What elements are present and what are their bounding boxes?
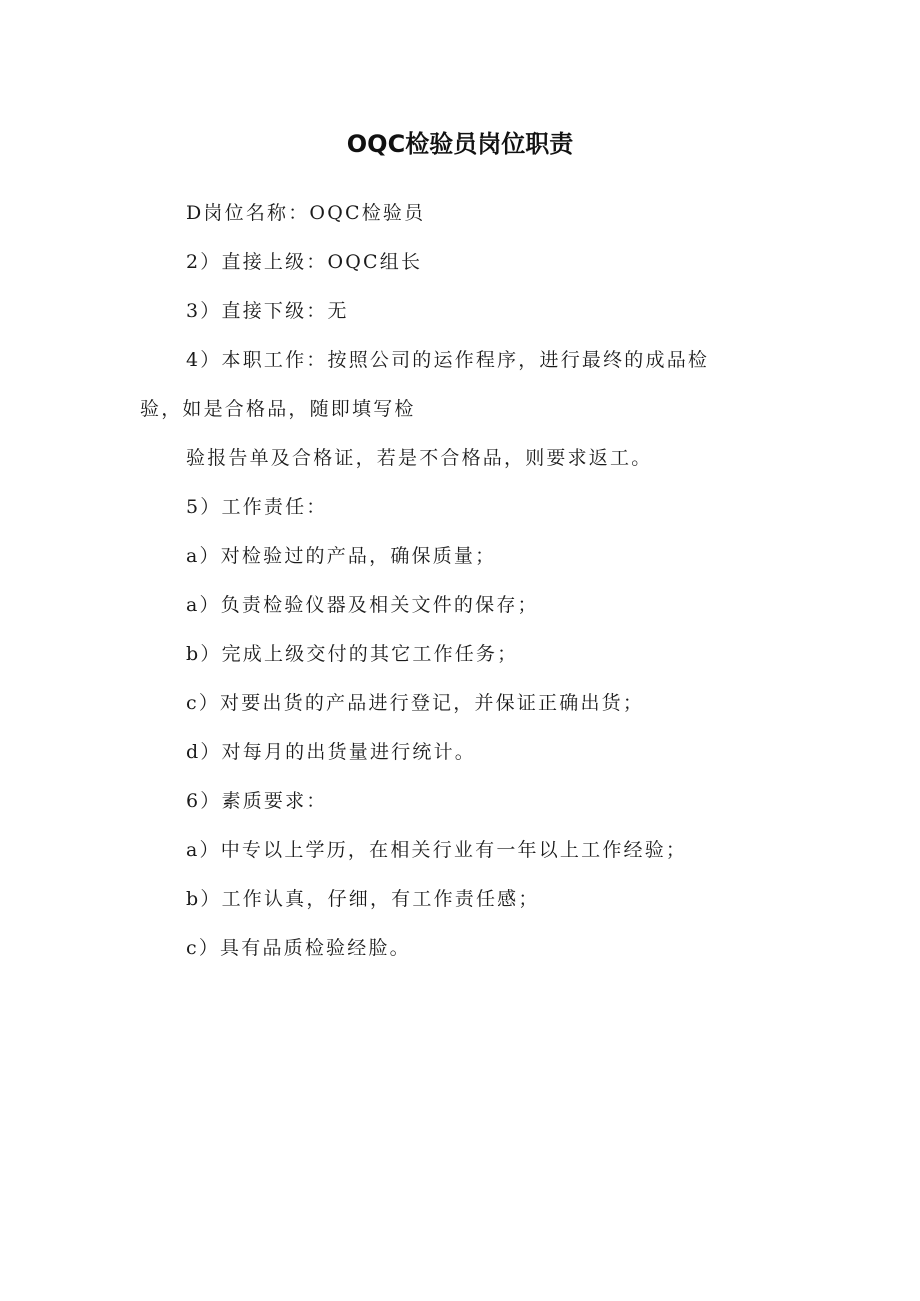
duties-line-2: 验，如是合格品，随即填写检	[140, 398, 416, 420]
duties-line-3: 验报告单及合格证，若是不合格品，则要求返工。	[186, 447, 653, 469]
responsibility-item: b）完成上级交付的其它工作任务；	[186, 643, 519, 665]
duties-line-1: 4）本职工作：按照公司的运作程序，进行最终的成品检	[186, 349, 710, 371]
responsibility-item: c）对要出货的产品进行登记，并保证正确出货；	[186, 692, 645, 714]
document-title: OQC检验员岗位职责	[346, 130, 574, 158]
responsibility-item: a）负责检验仪器及相关文件的保存；	[186, 594, 539, 616]
job-title-line: D岗位名称：OQC检验员	[186, 202, 426, 224]
requirement-item: c）具有品质检验经脸。	[186, 937, 411, 959]
direct-subordinate-line: 3）直接下级：无	[186, 300, 349, 322]
requirement-item: a）中专以上学历，在相关行业有一年以上工作经验；	[186, 839, 688, 861]
responsibility-item: a）对检验过的产品，确保质量；	[186, 545, 497, 567]
responsibility-item: d）对每月的出货量进行统计。	[186, 741, 476, 763]
requirements-heading: 6）素质要求：	[186, 790, 328, 812]
responsibilities-heading: 5）工作责任：	[186, 496, 328, 518]
requirement-item: b）工作认真，仔细，有工作责任感；	[186, 888, 540, 910]
direct-superior-line: 2）直接上级：OQC组长	[186, 251, 423, 273]
